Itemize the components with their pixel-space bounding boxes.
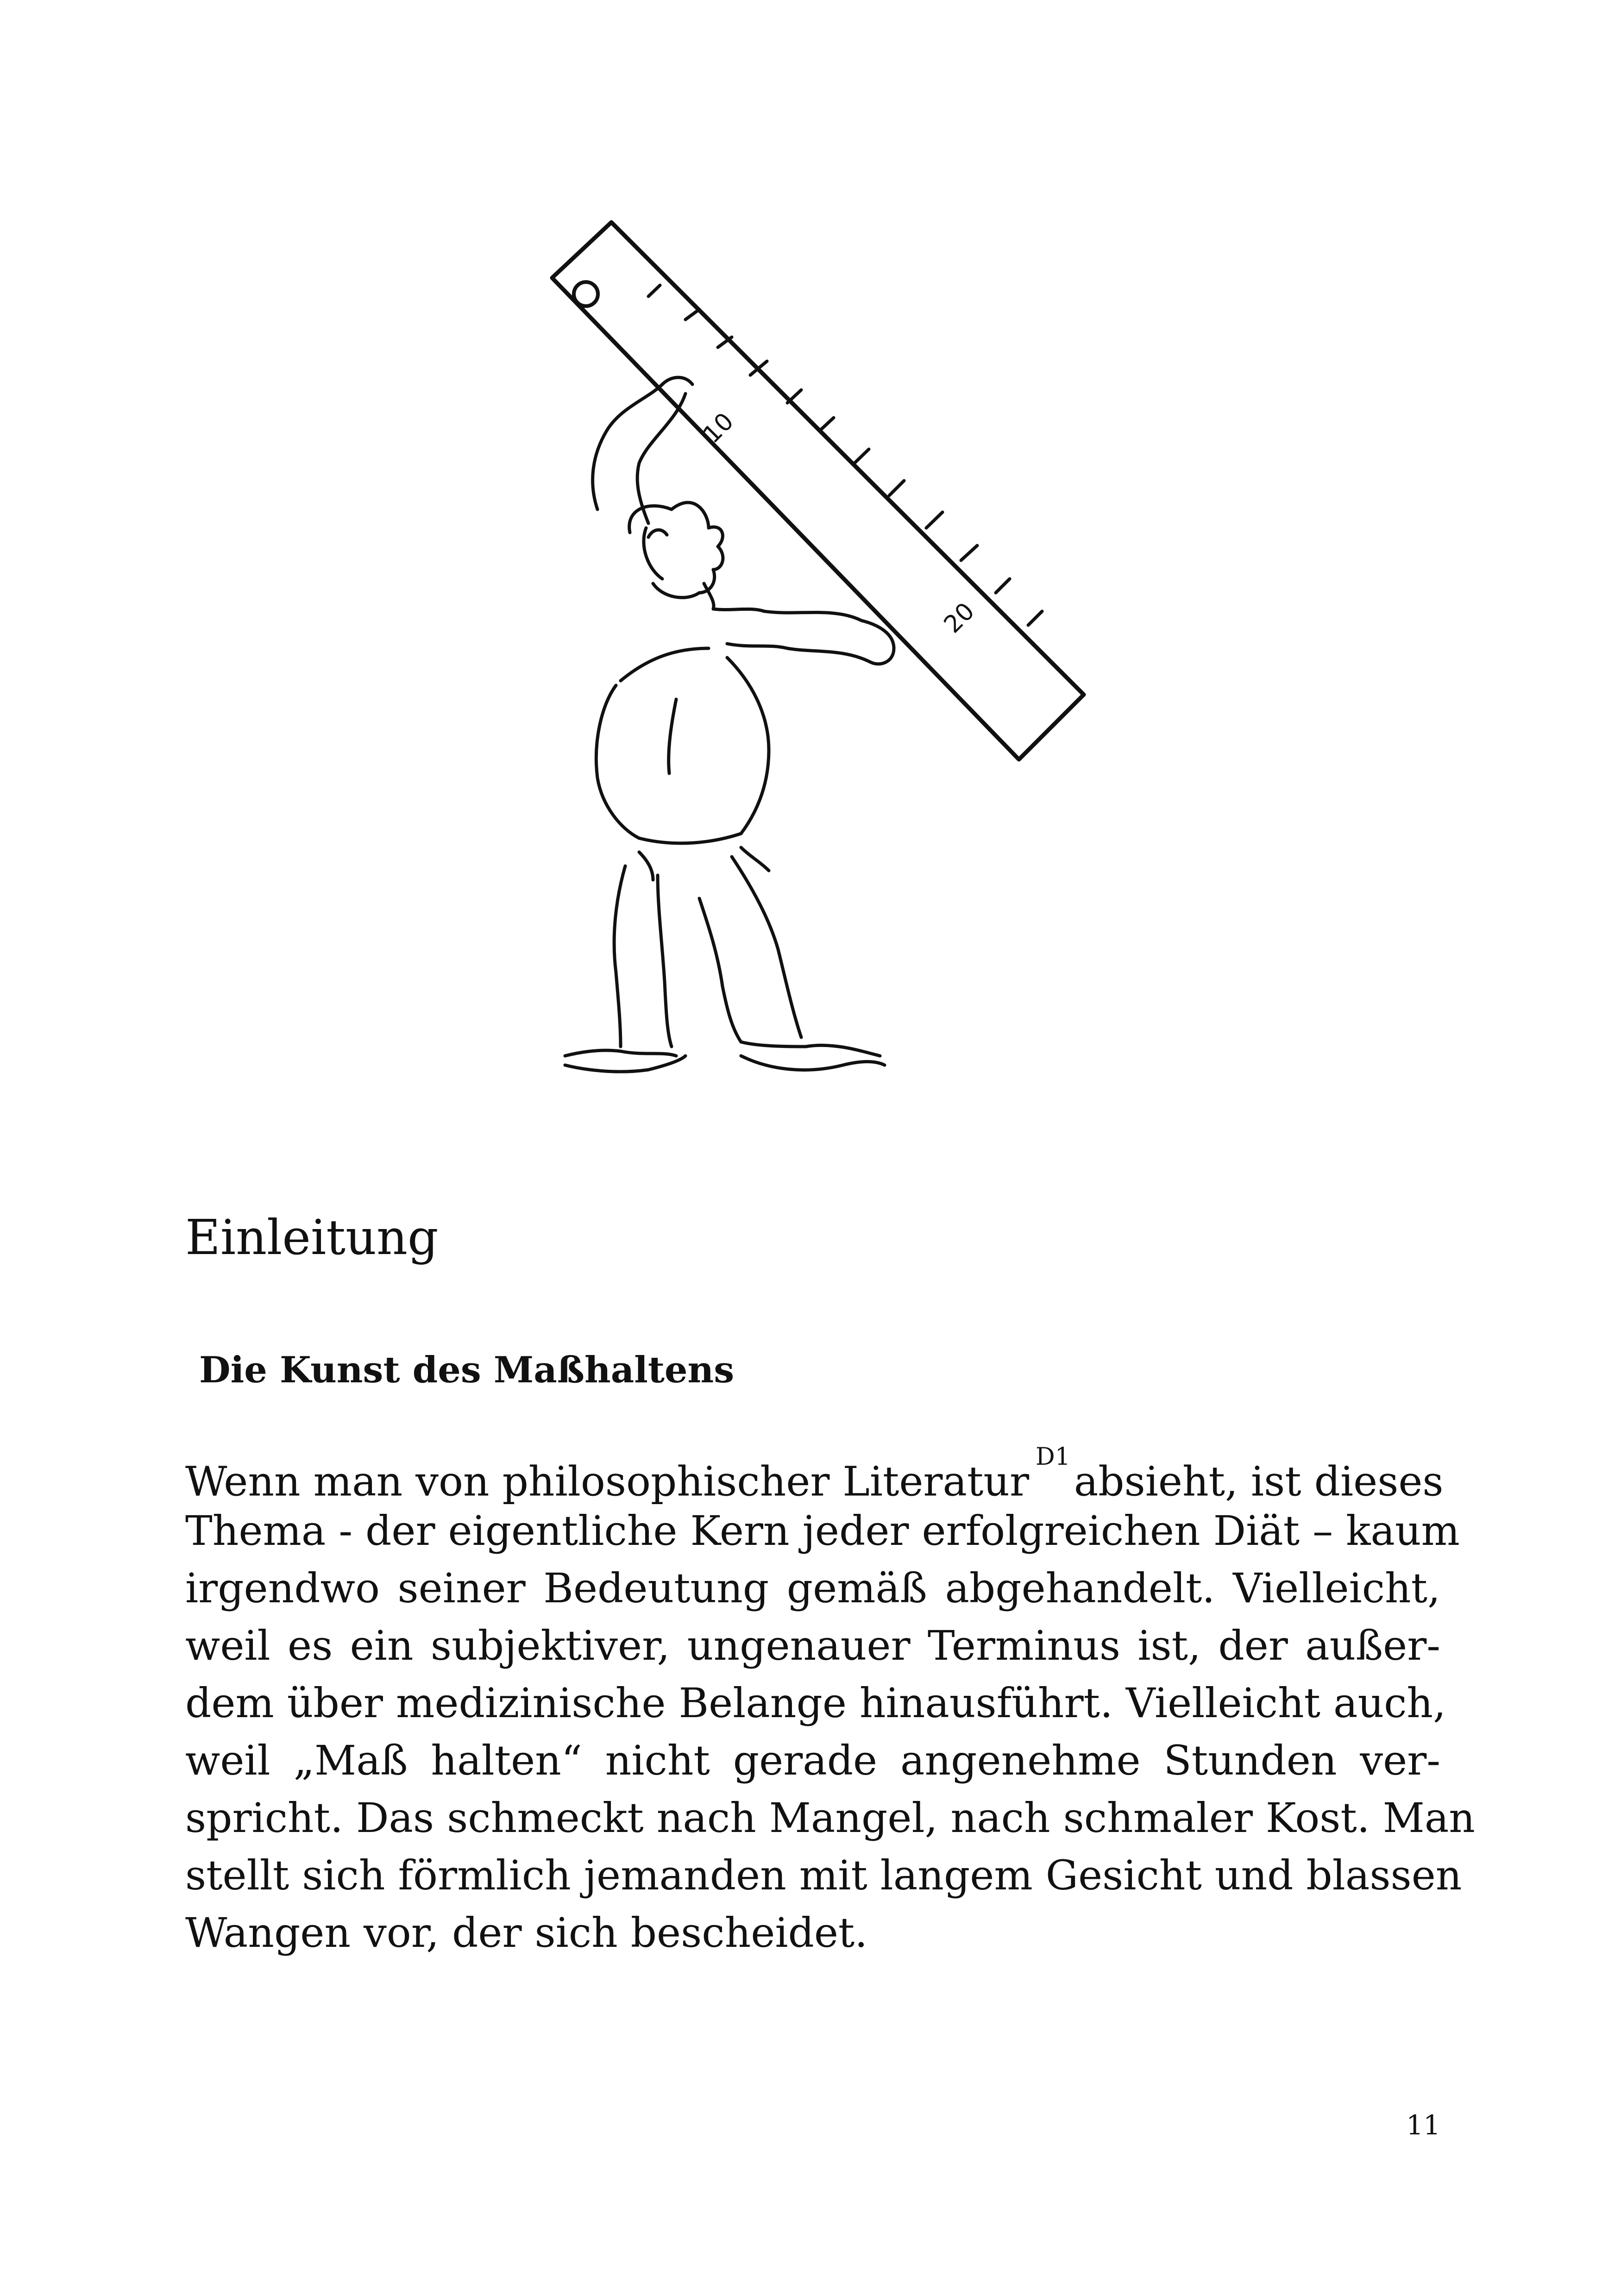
figure: [565, 377, 894, 1072]
body-line-7: spricht. Das schmeckt nach Mangel, nach schmaler Kost. Man: [185, 1794, 1475, 1842]
body-line-2: Thema - der eigentliche Kern jeder erfolgreichen Diät – kaum: [185, 1507, 1460, 1555]
body-line-1: [185, 1443, 1444, 1506]
body-line-4: weil es ein subjektiver, ungenauer Terminus ist, der außer-: [185, 1622, 1440, 1669]
ruler-mark-10: 10: [697, 407, 739, 449]
footnote-reference[interactable]: D1: [1036, 1443, 1070, 1471]
page-number: 11: [1406, 2109, 1440, 2141]
body-line-3: irgendwo seiner Bedeutung gemäß abgehandelt. Vielleicht,: [185, 1564, 1440, 1612]
body-line-1-end: absieht, ist dieses: [1074, 1457, 1444, 1506]
ruler-carrying-figure-sketch-icon: [509, 204, 1158, 1107]
ruler-mark-20: 20: [938, 597, 980, 639]
chapter-title: Einleitung: [185, 1209, 439, 1266]
body-line-1-start: Wenn man von philosophischer Literatur: [185, 1457, 1030, 1506]
body-line-6: weil „Maß halten“ nicht gerade angenehme Stunden ver-: [185, 1737, 1440, 1784]
body-line-8: stellt sich förmlich jemanden mit langem Gesicht und blassen: [185, 1851, 1462, 1899]
body-paragraph: [185, 1443, 1475, 1962]
body-line-5: dem über medizinische Belange hinausführt. Vielleicht auch,: [185, 1679, 1446, 1727]
body-line-9: Wangen vor, der sich bescheidet.: [185, 1909, 868, 1957]
illustration: [509, 204, 1158, 1107]
ruler: [552, 222, 1084, 759]
section-title: Die Kunst des Maßhaltens: [199, 1349, 735, 1391]
